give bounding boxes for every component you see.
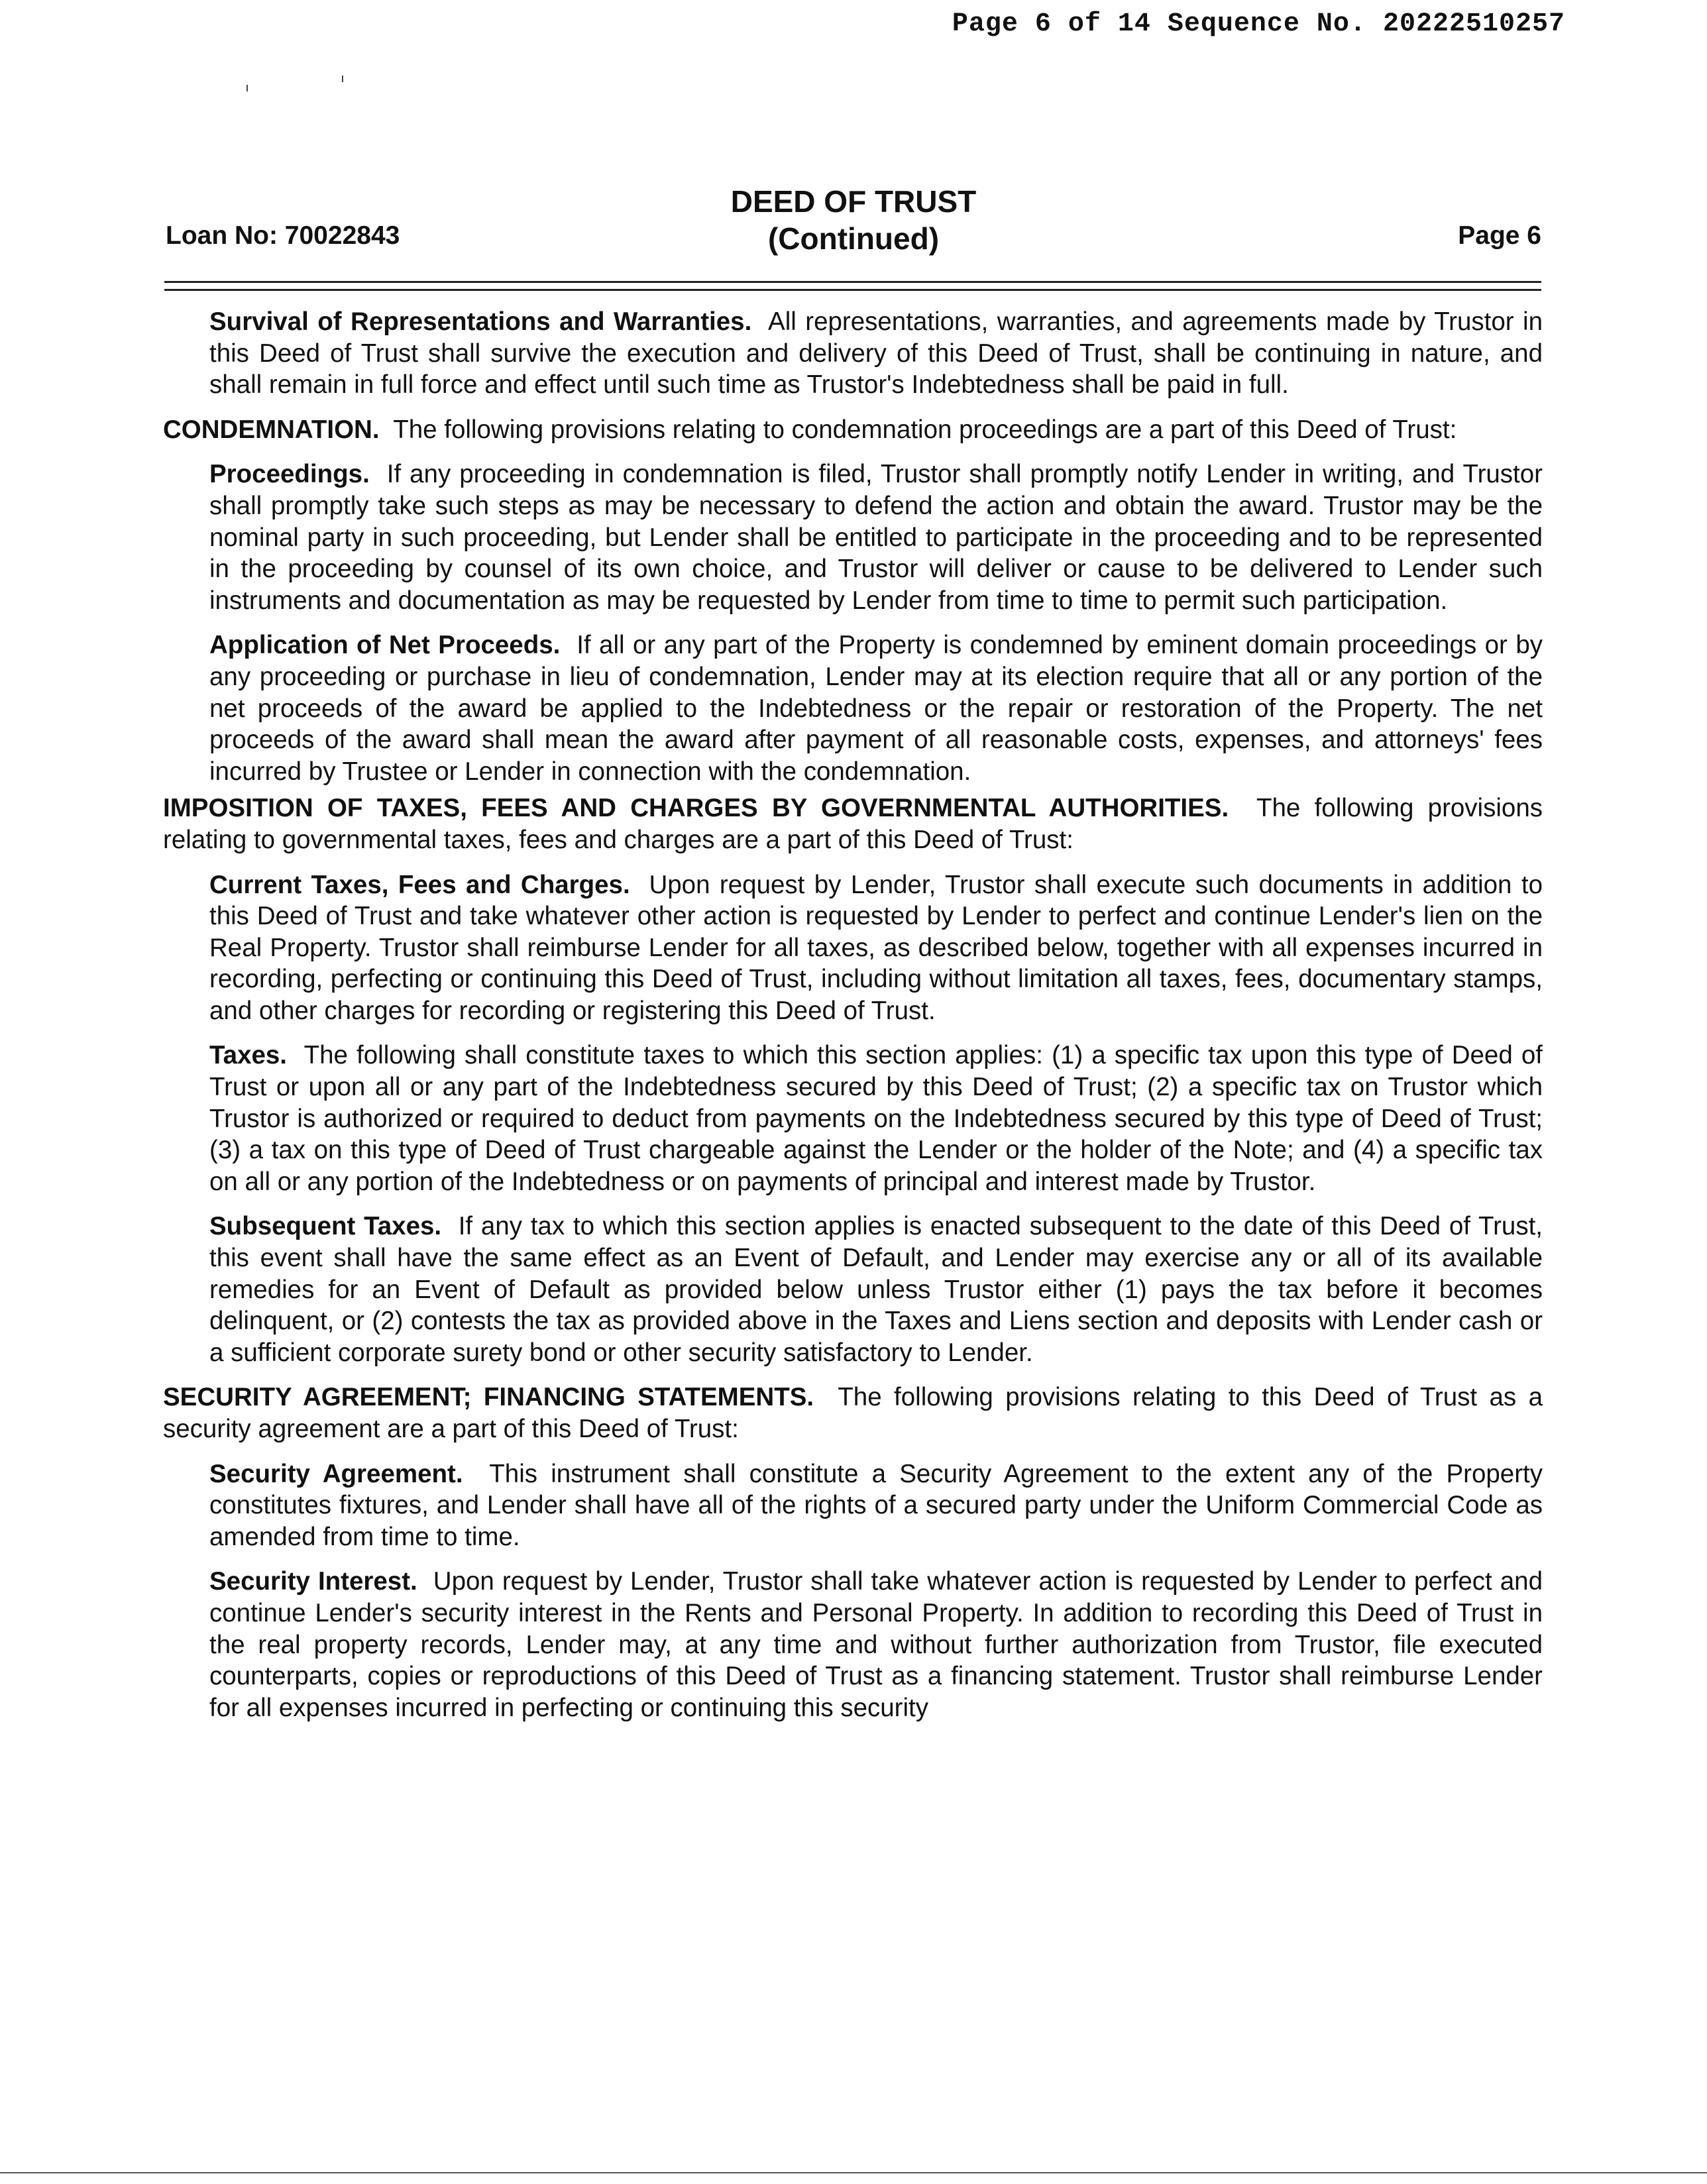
header-rule-bottom [164,289,1541,291]
paragraph-heading: Subsequent Taxes. [209,1212,442,1241]
paragraph-current-taxes [209,869,1543,1027]
document-body [163,306,1543,1737]
paragraph-text: If any proceeding in condemnation is filed, Trustor shall promptly notify Lender in writing, and Trustor shall promptly take such steps as may be necessary to defend the action and obtain the award. Trustor may be the nominal party in such proceeding, but Lender shall be entitled to participate in the proceeding and to be represented in the proceeding by counsel of its own choice, and Trustor will deliver or cause to be delivered to Lender such instruments and documentation as may be requested by Lender from time to time to permit such participation. [209,460,1543,615]
section-heading: IMPOSITION OF TAXES, FEES AND CHARGES BY GOVERNMENTAL AUTHORITIES. [163,794,1229,823]
paragraph-heading: Current Taxes, Fees and Charges. [209,870,630,899]
scan-mark [247,85,248,91]
document-subtitle: (Continued) [767,221,940,256]
header-rule-top [164,281,1541,283]
section-heading: CONDEMNATION. [163,415,380,444]
page-number: Page 6 [1458,221,1541,250]
paragraph-heading: Security Agreement. [209,1459,463,1488]
paragraph-heading: Application of Net Proceeds. [209,631,561,660]
scan-mark [342,76,343,82]
paragraph-security-interest [209,1566,1543,1723]
sequence-header: Page 6 of 14 Sequence No. 20222510257 [952,9,1565,39]
paragraph-text: All representations, warranties, and agreements made by Trustor in this Deed of Trust shall survive the execution and delivery of this Deed of Trust, shall be continuing in nature, and shall remain in full force and effect until such time as Trustor's Indebtedness shall be paid in full. [209,307,1543,400]
section-heading: SECURITY AGREEMENT; FINANCING STATEMENTS. [163,1383,814,1412]
section-security [163,1382,1543,1445]
paragraph-heading: Security Interest. [209,1567,417,1596]
document-title: DEED OF TRUST [730,184,977,219]
section-text: The following provisions relating to governmental taxes, fees and charges are a part of this Deed of Trust: [163,794,1543,854]
section-condemnation [163,414,1543,446]
paragraph-survival [209,306,1543,401]
paragraph-text: If any tax to which this section applies is enacted subsequent to the date of this Deed of Trust, this event shall have the same effect as an Event of Default, and Lender may exercise any or all of its available remedies for an Event of Default as provided below unless Trustor either (1) pays the tax before it becomes delinquent, or (2) contests the tax as provided above in the Taxes and Liens section and deposits with Lender cash or a sufficient corporate surety bond or other security satisfactory to Lender. [209,1212,1543,1367]
section-taxes [163,792,1543,855]
paragraph-subsequent-taxes [209,1211,1543,1368]
paragraph-heading: Survival of Representations and Warranties. [209,307,752,336]
section-text: The following provisions relating to condemnation proceedings are a part of this Deed of Trust: [393,415,1457,444]
paragraph-taxes [209,1040,1543,1197]
paragraph-text: Upon request by Lender, Trustor shall execute such documents in addition to this Deed of Trust and take whatever other action is requested by Lender to perfect and continue Lender's lien on the Real Property. Trustor shall reimburse Lender for all taxes, as described below, together with all expenses incurred in recording, perfecting or continuing this Deed of Trust, including without limitation all taxes, fees, documentary stamps, and other charges for recording or registering this Deed of Trust. [209,870,1543,1025]
paragraph-net-proceeds [209,629,1543,787]
paragraph-text: This instrument shall constitute a Security Agreement to the extent any of the Property constitutes fixtures, and Lender shall have all of the rights of a secured party under the Uniform Commercial Code as amended from time to time. [209,1459,1543,1551]
loan-number: Loan No: 70022843 [166,221,400,250]
paragraph-text: Upon request by Lender, Trustor shall take whatever action is requested by Lender to perfect and continue Lender's security interest in the Rents and Personal Property. In addition to recording this Deed of Trust in the real property records, Lender may, at any time and without further authorization from Trustor, file executed counterparts, copies or reproductions of this Deed of Trust as a financing statement. Trustor shall reimburse Lender for all expenses incurred in perfecting or continuing this security [209,1567,1543,1722]
page-bottom-edge [0,2172,1707,2173]
paragraph-heading: Proceedings. [209,460,370,489]
paragraph-security-agreement [209,1458,1543,1553]
section-text: The following provisions relating to this Deed of Trust as a security agreement are a part of this Deed of Trust: [163,1383,1543,1443]
paragraph-proceedings [209,459,1543,616]
paragraph-text: The following shall constitute taxes to which this section applies: (1) a specific tax upon this type of Deed of Trust or upon all or any part of the Indebtedness secured by this Deed of Trust; (2) a specific tax on Trustor which Trustor is authorized or required to deduct from payments on the Indebtedness secured by this type of Deed of Trust; (3) a tax on this type of Deed of Trust chargeable against the Lender or the holder of the Note; and (4) a specific tax on all or any portion of the Indebtedness or on payments of principal and interest made by Trustor. [209,1041,1543,1196]
paragraph-text: If all or any part of the Property is condemned by eminent domain proceedings or by any proceeding or purchase in lieu of condemnation, Lender may at its election require that all or any portion of the net proceeds of the award be applied to the Indebtedness or the repair or restoration of the Property. The net proceeds of the award shall mean the award after payment of all reasonable costs, expenses, and attorneys' fees incurred by Trustee or Lender in connection with the condemnation. [209,631,1543,786]
paragraph-heading: Taxes. [209,1041,288,1070]
